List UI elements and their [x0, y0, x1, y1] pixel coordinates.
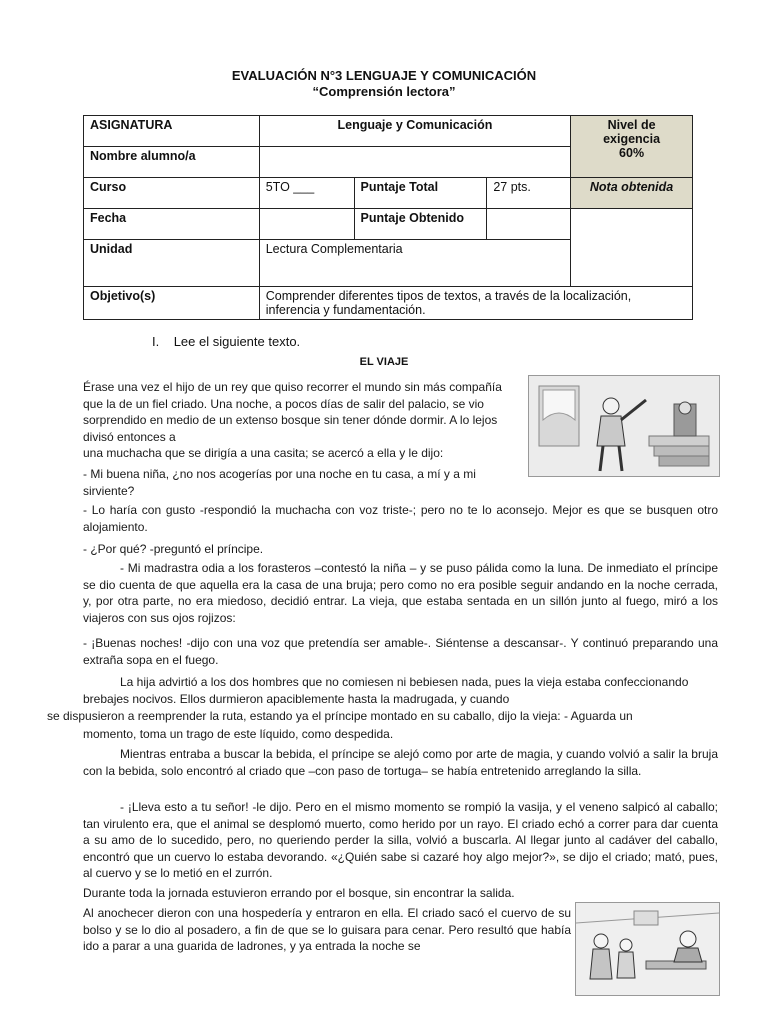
instruction [152, 334, 300, 349]
nivel-line-3: 60% [619, 146, 645, 160]
paragraph-1b: una muchacha que se dirigía a una casita; se acercó a ella y le dijo: [83, 446, 444, 460]
objetivo-label: Objetivo(s) [84, 287, 260, 320]
document-subtitle: “Comprensión lectora” [312, 84, 456, 99]
puntaje-total-label: Puntaje Total [354, 178, 487, 209]
instruction-number: I. [152, 334, 160, 349]
fecha-label: Fecha [84, 209, 260, 240]
nivel-line-2: exigencia [603, 132, 661, 146]
asignatura-value: Lenguaje y Comunicación [259, 116, 570, 147]
curso-value[interactable]: 5TO ___ [259, 178, 354, 209]
nombre-label: Nombre alumno/a [84, 147, 260, 178]
paragraph-1: Érase una vez el hijo de un rey que quiso recorrer el mundo sin más compañía que la de un fiel criado. Una noche, a pocos días de salir del palacio, se vio sorprendido en medio de un extenso bosque sin tener dónde dormir. A lo lejos divisó entonces a [83, 380, 502, 444]
throne-room-drawing [529, 376, 719, 476]
nivel-line-1: Nivel de [607, 118, 656, 132]
paragraph-9: - ¡Lleva esto a tu señor! -le dijo. Pero en el mismo momento se rompió la vasija, y el veneno salpicó al caballo; tan virulento era, que el animal se desplomó muerto, como herido por un rayo. El criado echó a correr para dar cuenta a su amo de lo sucedido, pero, no queriendo perder la silla, volvió a buscarla. Al llegar junto al cadáver del caballo, encontró que un cuervo lo estaba devorando. «¿Quién sabe si cazaré hoy algo mejor?», se dijo el criado; mató, pues, al cuervo y se lo metió en el zurrón. [83, 800, 718, 881]
nota-field[interactable] [571, 209, 693, 287]
puntaje-obtenido-label: Puntaje Obtenido [354, 209, 487, 240]
paragraph-3: - Lo haría con gusto -respondió la muchacha con voz triste-; pero no te lo aconsejo. Mejor es que se busquen otro alojamiento. [83, 503, 718, 534]
story-title: EL VIAJE [359, 356, 409, 368]
document-title: EVALUACIÓN N°3 LENGUAJE Y COMUNICACIÓN [231, 68, 537, 83]
curso-label: Curso [84, 178, 260, 209]
nivel-exigencia-cell [571, 116, 693, 178]
paragraph-4: - ¿Por qué? -preguntó el príncipe. [83, 542, 264, 556]
nombre-field[interactable] [259, 147, 570, 178]
unidad-value: Lectura Complementaria [259, 240, 570, 287]
paragraph-8: Mientras entraba a buscar la bebida, el príncipe se alejó como por arte de magia, y cuando volvió a salir la bruja con la bebida, solo encontró al criado que –con paso de tortuga– se había entretenido arreglando la silla. [83, 747, 718, 778]
nota-label: Nota obtenida [571, 178, 693, 209]
paragraph-7c: momento, toma un trago de este líquido, como despedida. [83, 727, 394, 741]
paragraph-6: - ¡Buenas noches! -dijo con una voz que pretendía ser amable-. Siéntense a descansar-. Y continuó preparando una extraña sopa en el fuego. [83, 636, 718, 667]
prince-throne-illustration [528, 375, 720, 477]
paragraph-2: - Mi buena niña, ¿no nos acogerías por una noche en tu casa, a mí y a mi sirviente? [83, 467, 476, 498]
puntaje-total-value: 27 pts. [487, 178, 571, 209]
header-table [83, 115, 693, 320]
unidad-label: Unidad [84, 240, 260, 287]
paragraph-10: Durante toda la jornada estuvieron errando por el bosque, sin encontrar la salida. [83, 886, 515, 900]
paragraph-11: Al anochecer dieron con una hospedería y entraron en ella. El criado sacó el cuervo de su bolso y se lo dio al posadero, a fin de que se lo guisara para cenar. Pero resultó que había ido a parar a una guarida de ladrones, y ya entrada la noche se [83, 906, 571, 954]
instruction-text: Lee el siguiente texto. [173, 334, 301, 349]
paragraph-7b: se dispusieron a reemprender la ruta, estando ya el príncipe montado en su caballo, dijo la vieja: - Aguarda un [47, 709, 633, 723]
objetivo-value: Comprender diferentes tipos de textos, a través de la localización, inferencia y fundamentación. [259, 287, 692, 320]
paragraph-5: - Mi madrastra odia a los forasteros –contestó la niña – y se puso pálida como la luna. De inmediato el príncipe se dio cuenta de que aquella era la casa de una bruja; pero como no era posible seguir andando en la noche cerrada, y, por otra parte, no era miedoso, decidió entrar. La vieja, que estaba sentada en un sillón junto al fuego, miró a los viajeros con sus ojos rojizos: [83, 561, 718, 625]
inn-scene-illustration [575, 902, 720, 996]
asignatura-label: ASIGNATURA [84, 116, 260, 147]
puntaje-obtenido-field[interactable] [487, 209, 571, 240]
paragraph-7a: La hija advirtió a los dos hombres que no comiesen ni bebiesen nada, pues la vieja estaba confeccionando brebajes nocivos. Ellos durmieron apaciblemente hasta la madrugada, y cuando [83, 675, 689, 706]
inn-drawing [576, 903, 719, 995]
fecha-field[interactable] [259, 209, 354, 240]
